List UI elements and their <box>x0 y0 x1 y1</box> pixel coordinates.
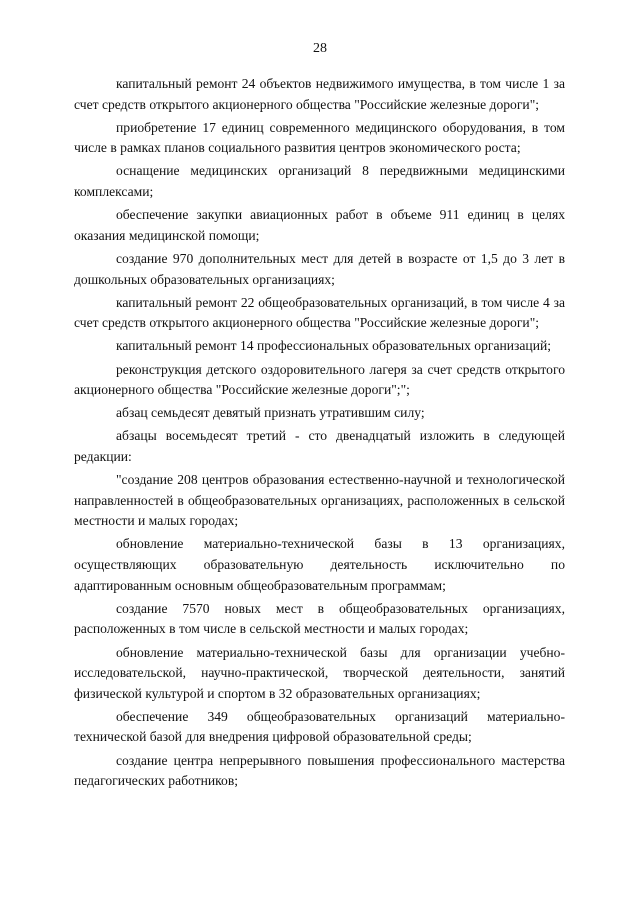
paragraph: капитальный ремонт 22 общеобразовательных организаций, в том числе 4 за счет средств открытого акционерного общества "Российские железные дороги"; <box>74 294 565 331</box>
paragraph: абзац семьдесят девятый признать утратившим силу; <box>116 405 425 421</box>
paragraph: обеспечение закупки авиационных работ в объеме 911 единиц в целях оказания медицинской помощи; <box>74 207 565 243</box>
paragraph: капитальный ремонт 24 объектов недвижимого имущества, в том числе 1 за счет средств открытого акционерного общества "Российские железные дороги"; <box>74 76 565 112</box>
paragraph: создание 970 дополнительных мест для детей в возрасте от 1,5 до 3 лет в дошкольных образовательных организациях; <box>74 250 565 287</box>
document-body <box>74 74 565 794</box>
paragraph: обновление материально-технической базы в 13 организациях, осуществляющих образовательную деятельность исключительно по адаптированным основным общеобразовательным программам; <box>74 536 565 593</box>
paragraph: капитальный ремонт 14 профессиональных образовательных организаций; <box>116 338 552 354</box>
paragraph: создание центра непрерывного повышения профессионального мастерства педагогических работников; <box>74 752 565 789</box>
paragraph: обновление материально-технической базы для организации учебно-исследовательской, научно-практической, творческой деятельности, занятий физической культурой и спортом в 32 образовательных организациях; <box>74 644 565 701</box>
paragraph: приобретение 17 единиц современного медицинского оборудования, в том числе в рамках планов социального развития центров экономического роста; <box>74 119 565 156</box>
paragraph: абзацы восемьдесят третий - сто двенадцатый изложить в следующей редакции: <box>74 428 565 465</box>
paragraph: создание 7570 новых мест в общеобразовательных организациях, расположенных в том числе в сельской местности и малых городах; <box>74 600 565 637</box>
page-number: 28 <box>313 41 327 56</box>
paragraph: "создание 208 центров образования естественно-научной и технологической направленностей в общеобразовательных организациях, расположенных в сельской местности и малых городах; <box>74 472 565 529</box>
paragraph: реконструкция детского оздоровительного лагеря за счет средств открытого акционерного общества "Российские железные дороги";"; <box>74 361 565 398</box>
paragraph: оснащение медицинских организаций 8 передвижными медицинскими комплексами; <box>74 163 565 200</box>
paragraph: обеспечение 349 общеобразовательных организаций материально-технической базой для внедрения цифровой образовательной среды; <box>74 708 565 745</box>
